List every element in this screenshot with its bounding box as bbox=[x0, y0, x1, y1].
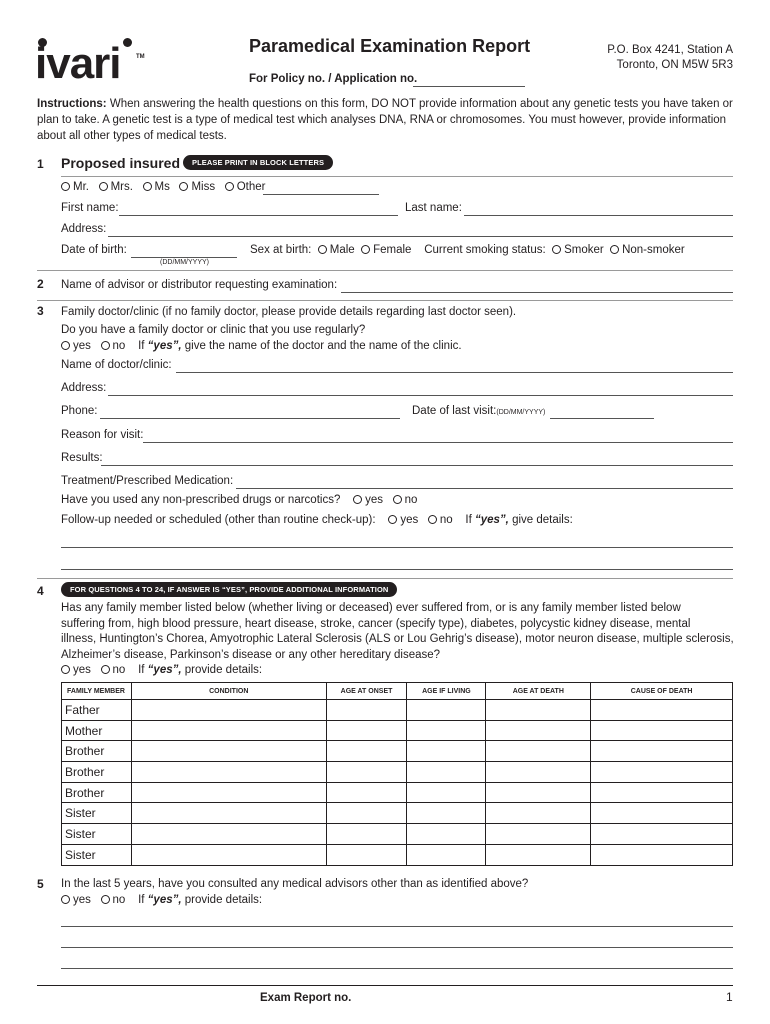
family-member-cell: Sister bbox=[62, 844, 132, 865]
followup-details-line-1[interactable] bbox=[61, 547, 733, 548]
radio-icon[interactable] bbox=[61, 182, 70, 191]
age-death-cell[interactable] bbox=[486, 741, 591, 762]
radio-icon[interactable] bbox=[101, 665, 110, 674]
doctor-intro: Family doctor/clinic (if no family doctor, please provide details regarding last doctor seen). bbox=[61, 306, 517, 318]
instructions bbox=[37, 96, 737, 144]
advisors-details-line-3[interactable] bbox=[61, 968, 733, 969]
smoker-option[interactable]: Smoker bbox=[552, 244, 604, 256]
last-name-field[interactable] bbox=[464, 215, 733, 216]
family-member-cell: Sister bbox=[62, 824, 132, 845]
treatment-field[interactable] bbox=[236, 488, 733, 489]
radio-icon[interactable] bbox=[428, 515, 437, 524]
exam-report-label: Exam Report no. bbox=[260, 992, 352, 1004]
male-option[interactable]: Male bbox=[318, 244, 355, 256]
table-row bbox=[62, 824, 733, 845]
title-ms-option[interactable]: Ms bbox=[143, 181, 170, 193]
advisor-field[interactable] bbox=[341, 292, 733, 293]
age-living-cell[interactable] bbox=[407, 803, 486, 824]
age-death-cell[interactable] bbox=[486, 700, 591, 721]
section-1-title: Proposed insured bbox=[61, 155, 181, 171]
table-row bbox=[62, 741, 733, 762]
results-field[interactable] bbox=[101, 465, 733, 466]
family-no-option[interactable]: no bbox=[101, 664, 126, 676]
dob-format: (DD/MM/YYYY) bbox=[160, 259, 209, 266]
age-living-cell[interactable] bbox=[407, 720, 486, 741]
title-mrs-option[interactable]: Mrs. bbox=[99, 181, 133, 193]
cause-death-cell[interactable] bbox=[591, 782, 733, 803]
age-onset-cell[interactable] bbox=[326, 803, 407, 824]
title-mr-option[interactable]: Mr. bbox=[61, 181, 89, 193]
radio-icon[interactable] bbox=[101, 895, 110, 904]
radio-icon[interactable] bbox=[610, 245, 619, 254]
radio-icon[interactable] bbox=[99, 182, 108, 191]
radio-icon[interactable] bbox=[179, 182, 188, 191]
section-4-number: 4 bbox=[37, 584, 44, 598]
reason-field[interactable] bbox=[143, 442, 733, 443]
column-header: AGE AT ONSET bbox=[326, 683, 407, 700]
title-other-field[interactable] bbox=[263, 194, 379, 195]
condition-cell[interactable] bbox=[131, 720, 326, 741]
section-2-number: 2 bbox=[37, 277, 44, 291]
page-number: 1 bbox=[726, 990, 733, 1004]
radio-icon[interactable] bbox=[143, 182, 152, 191]
condition-cell[interactable] bbox=[131, 741, 326, 762]
radio-icon[interactable] bbox=[361, 245, 370, 254]
section-3-number: 3 bbox=[37, 304, 44, 318]
family-yes-option[interactable]: yes bbox=[61, 664, 91, 676]
instructions-text: When answering the health questions on this form, DO NOT provide information about any genetic tests you have taken or plan to take. A genetic test is a type of medical test which analyses DNA, RNA or chromosomes. You must however, provide information about all other types of medical tests. bbox=[37, 98, 733, 142]
age-death-cell[interactable] bbox=[486, 762, 591, 783]
treatment-label: Treatment/Prescribed Medication: bbox=[61, 475, 234, 487]
advisors-question: In the last 5 years, have you consulted any medical advisors other than as identified above? bbox=[61, 878, 529, 890]
last-name-label: Last name: bbox=[405, 202, 462, 214]
age-living-cell[interactable] bbox=[407, 762, 486, 783]
last-visit-label: Date of last visit:(DD/MM/YYYY) bbox=[412, 405, 546, 417]
family-member-cell: Sister bbox=[62, 803, 132, 824]
cause-death-cell[interactable] bbox=[591, 741, 733, 762]
age-living-cell[interactable] bbox=[407, 741, 486, 762]
doctor-address-field[interactable] bbox=[108, 395, 733, 396]
additional-info-badge: FOR QUESTIONS 4 TO 24, IF ANSWER IS “YES”, PROVIDE ADDITIONAL INFORMATION bbox=[61, 582, 397, 597]
age-death-cell[interactable] bbox=[486, 803, 591, 824]
age-living-cell[interactable] bbox=[407, 824, 486, 845]
block-letters-badge: PLEASE PRINT IN BLOCK LETTERS bbox=[183, 155, 333, 170]
title-other-option[interactable]: Other bbox=[225, 181, 266, 193]
column-header: AGE IF LIVING bbox=[407, 683, 486, 700]
family-history-table bbox=[61, 682, 733, 866]
table-row bbox=[62, 782, 733, 803]
female-option[interactable]: Female bbox=[361, 244, 411, 256]
doctor-question: Do you have a family doctor or clinic that you use regularly? bbox=[61, 324, 366, 336]
mailing-address bbox=[607, 43, 733, 73]
logo-tm: TM bbox=[136, 54, 145, 60]
age-onset-cell[interactable] bbox=[326, 824, 407, 845]
family-member-cell: Mother bbox=[62, 720, 132, 741]
policy-number-field[interactable] bbox=[413, 86, 525, 87]
address-label: Address: bbox=[61, 223, 107, 235]
non-smoker-option[interactable]: Non-smoker bbox=[610, 244, 685, 256]
condition-cell[interactable] bbox=[131, 700, 326, 721]
section-1-number: 1 bbox=[37, 157, 44, 171]
table-row bbox=[62, 803, 733, 824]
followup-question: Follow-up needed or scheduled (other than routine check-up): yes no If “yes”, give details: bbox=[61, 514, 573, 526]
condition-cell[interactable] bbox=[131, 762, 326, 783]
column-header: CONDITION bbox=[131, 683, 326, 700]
logo-text: ivari bbox=[35, 39, 121, 88]
section-5-number: 5 bbox=[37, 877, 44, 891]
radio-icon[interactable] bbox=[61, 665, 70, 674]
dob-field[interactable] bbox=[131, 257, 237, 258]
family-history-question: Has any family member listed below (whether living or deceased) ever suffered from, or is any family member listed below suffering from, high blood pressure, heart disease, stroke, cancer (specify type), diabetes, polycystic kidney disease, mental illness, Huntington’s Chorea, Amyotrophic Lateral Sclerosis (ALS or Lou Gehrig’s disease), motor neuron disease, multiple sclerosis, Alzheimer’s disease, Parkinson’s disease or any other hereditary disease? bbox=[61, 602, 734, 661]
doctor-yes-no: yes no If “yes”, give the name of the doctor and the name of the clinic. bbox=[61, 340, 462, 352]
doctor-address-label: Address: bbox=[61, 382, 107, 394]
condition-cell[interactable] bbox=[131, 824, 326, 845]
first-name-label: First name: bbox=[61, 202, 119, 214]
advisors-details-line-2[interactable] bbox=[61, 947, 733, 948]
page-title: Paramedical Examination Report bbox=[249, 36, 531, 56]
drugs-question: Have you used any non-prescribed drugs or narcotics? yes no bbox=[61, 494, 418, 506]
first-name-field[interactable] bbox=[119, 215, 398, 216]
drugs-no-option[interactable]: no bbox=[393, 494, 418, 506]
age-onset-cell[interactable] bbox=[326, 741, 407, 762]
last-visit-field[interactable] bbox=[550, 418, 654, 419]
doctor-name-field[interactable] bbox=[176, 372, 733, 373]
phone-label: Phone: bbox=[61, 405, 98, 417]
age-onset-cell[interactable] bbox=[326, 720, 407, 741]
radio-icon[interactable] bbox=[61, 341, 70, 350]
table-header-row bbox=[62, 683, 733, 700]
doctor-name-label: Name of doctor/clinic: bbox=[61, 359, 172, 371]
cause-death-cell[interactable] bbox=[591, 720, 733, 741]
table-row bbox=[62, 720, 733, 741]
age-onset-cell[interactable] bbox=[326, 782, 407, 803]
sex-at-birth: Sex at birth: Male Female Current smoking status: Smoker Non-smoker bbox=[250, 244, 685, 256]
condition-cell[interactable] bbox=[131, 803, 326, 824]
doctor-yes-option[interactable]: yes bbox=[61, 340, 91, 352]
followup-no-option[interactable]: no bbox=[428, 514, 453, 526]
drugs-yes-option[interactable]: yes bbox=[353, 494, 383, 506]
radio-icon[interactable] bbox=[552, 245, 561, 254]
radio-icon[interactable] bbox=[353, 495, 362, 504]
age-living-cell[interactable] bbox=[407, 782, 486, 803]
radio-icon[interactable] bbox=[225, 182, 234, 191]
condition-cell[interactable] bbox=[131, 782, 326, 803]
age-living-cell[interactable] bbox=[407, 844, 486, 865]
advisor-label: Name of advisor or distributor requesting examination: bbox=[61, 279, 338, 291]
radio-icon[interactable] bbox=[101, 341, 110, 350]
address-line-2: Toronto, ON M5W 5R3 bbox=[616, 59, 733, 71]
age-onset-cell[interactable] bbox=[326, 844, 407, 865]
radio-icon[interactable] bbox=[393, 495, 402, 504]
doctor-no-option[interactable]: no bbox=[101, 340, 126, 352]
ivari-logo bbox=[36, 36, 146, 86]
column-header: FAMILY MEMBER bbox=[62, 683, 132, 700]
column-header: AGE AT DEATH bbox=[486, 683, 591, 700]
table-row bbox=[62, 844, 733, 865]
radio-icon[interactable] bbox=[61, 895, 70, 904]
age-death-cell[interactable] bbox=[486, 844, 591, 865]
cause-death-cell[interactable] bbox=[591, 700, 733, 721]
cause-death-cell[interactable] bbox=[591, 824, 733, 845]
phone-field[interactable] bbox=[100, 418, 400, 419]
address-line-1: P.O. Box 4241, Station A bbox=[607, 44, 733, 56]
followup-yes-option[interactable]: yes bbox=[388, 514, 418, 526]
table-row bbox=[62, 700, 733, 721]
followup-details-line-2[interactable] bbox=[61, 569, 733, 570]
age-living-cell[interactable] bbox=[407, 700, 486, 721]
age-death-cell[interactable] bbox=[486, 720, 591, 741]
instructions-label: Instructions: bbox=[37, 98, 107, 110]
cause-death-cell[interactable] bbox=[591, 803, 733, 824]
age-onset-cell[interactable] bbox=[326, 762, 407, 783]
family-member-cell: Brother bbox=[62, 782, 132, 803]
policy-label: For Policy no. / Application no. bbox=[249, 73, 418, 85]
reason-label: Reason for visit: bbox=[61, 429, 144, 441]
title-options bbox=[61, 181, 265, 193]
family-member-cell: Father bbox=[62, 700, 132, 721]
column-header: CAUSE OF DEATH bbox=[591, 683, 733, 700]
age-death-cell[interactable] bbox=[486, 782, 591, 803]
advisors-yes-option[interactable]: yes bbox=[61, 894, 91, 906]
address-field[interactable] bbox=[108, 236, 733, 237]
advisors-no-option[interactable]: no bbox=[101, 894, 126, 906]
condition-cell[interactable] bbox=[131, 844, 326, 865]
advisors-yes-no: yes no If “yes”, provide details: bbox=[61, 894, 262, 906]
family-member-cell: Brother bbox=[62, 762, 132, 783]
radio-icon[interactable] bbox=[318, 245, 327, 254]
dob-label: Date of birth: bbox=[61, 244, 127, 256]
advisors-details-line-1[interactable] bbox=[61, 926, 733, 927]
family-member-cell: Brother bbox=[62, 741, 132, 762]
cause-death-cell[interactable] bbox=[591, 844, 733, 865]
cause-death-cell[interactable] bbox=[591, 762, 733, 783]
table-row bbox=[62, 762, 733, 783]
results-label: Results: bbox=[61, 452, 103, 464]
radio-icon[interactable] bbox=[388, 515, 397, 524]
age-onset-cell[interactable] bbox=[326, 700, 407, 721]
title-miss-option[interactable]: Miss bbox=[179, 181, 215, 193]
age-death-cell[interactable] bbox=[486, 824, 591, 845]
family-yes-no: yes no If “yes”, provide details: bbox=[61, 664, 262, 676]
